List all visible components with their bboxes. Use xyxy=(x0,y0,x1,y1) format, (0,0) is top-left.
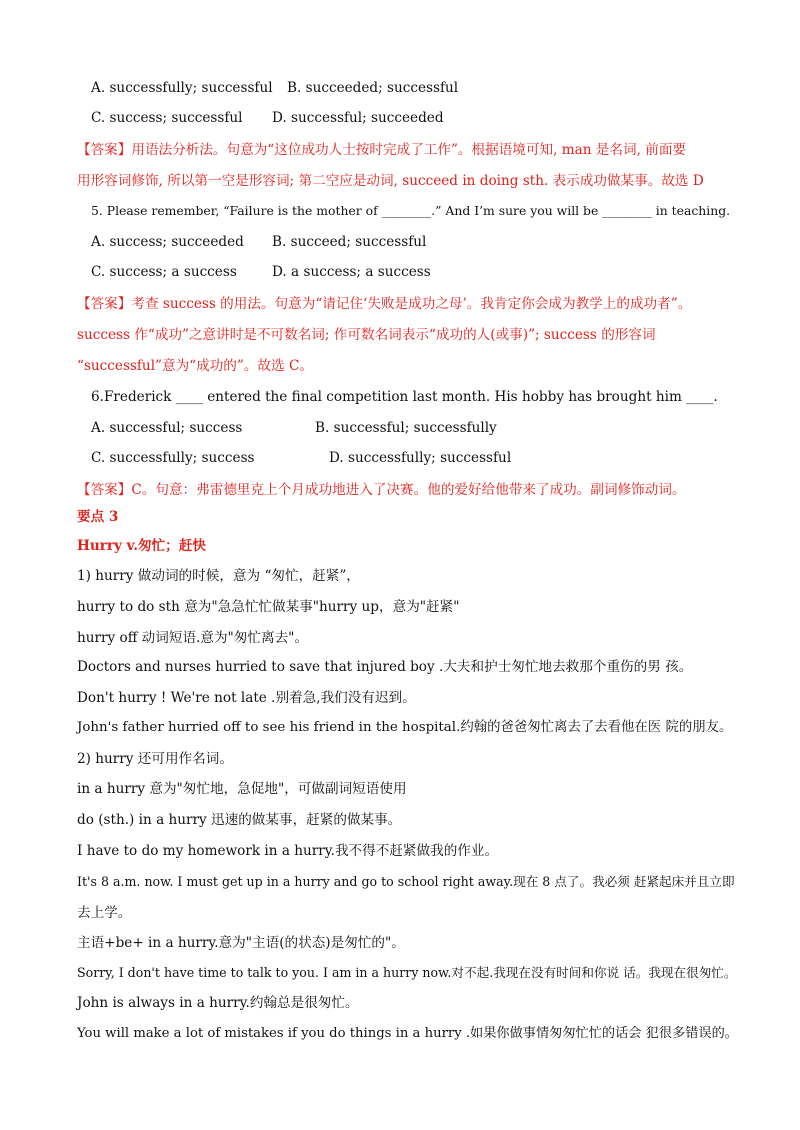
note-line: hurry off 动词短语.意为"匆忙离去"。 xyxy=(77,630,309,646)
q4-option-b: B. succeeded; successful xyxy=(287,80,459,96)
note-line: do (sth.) in a hurry 迅速的做某事，赶紧的做某事。 xyxy=(77,812,402,828)
note-line: 1) hurry 做动词的时候，意为 “匆忙，赶紧”， xyxy=(77,568,360,584)
note-line: Doctors and nurses hurried to save that injured boy .大夫和护士匆忙地去救那个重伤的男 孩。 xyxy=(77,659,693,675)
note-line: You will make a lot of mistakes if you do things in a hurry .如果你做事情匆匆忙忙的话会 犯很多错误的。 xyxy=(77,1026,738,1041)
note-line: in a hurry 意为"匆忙地，急促地"，可做副词短语使用 xyxy=(77,781,407,797)
note-line: Sorry, I don't have time to talk to you. I am in a hurry now.对不起.我现在没有时间和你说 话。我现在很匆忙。 xyxy=(77,965,737,980)
q5-question: 5. Please remember, “Failure is the mother of ________.” And I’m sure you will be ________ in teaching. xyxy=(91,203,731,218)
q6-option-c: C. successfully; success xyxy=(91,450,255,466)
q6-question: 6.Frederick ____ entered the final competition last month. His hobby has brought him ____. xyxy=(91,389,718,405)
q4-option-c: C. success; successful xyxy=(91,110,243,126)
note-line: John is always in a hurry.约翰总是很匆忙。 xyxy=(77,995,359,1011)
note-line: It's 8 a.m. now. I must get up in a hurry and go to school right away.现在 8 点了。我必须 赶紧起床并且立即 xyxy=(77,874,735,889)
q4-option-a: A. successfully; successful xyxy=(91,80,273,96)
q4-option-d: D. successful; succeeded xyxy=(272,110,444,126)
section-subheading: Hurry v.匆忙；赶快 xyxy=(77,538,206,554)
section-heading: 要点 3 xyxy=(77,509,119,525)
q5-answer-line-3: “successful”意为“成功的”。故选 C。 xyxy=(77,358,313,374)
q5-option-d: D. a success; a success xyxy=(272,264,431,280)
note-line: hurry to do sth 意为"急急忙忙做某事"hurry up，意为"赶紧" xyxy=(77,599,460,615)
q5-option-b: B. succeed; successful xyxy=(272,234,427,250)
q4-answer-line-2: 用形容词修饰, 所以第一空是形容词; 第二空应是动词, succeed in doing sth. 表示成功做某事。故选 D xyxy=(77,173,704,189)
q5-answer-line-2: success 作“成功”之意讲时是不可数名词; 作可数名词表示“成功的人(或事)”; success 的形容词 xyxy=(77,327,656,343)
q6-answer: 【答案】C。句意：弗雷德里克上个月成功地进入了决赛。他的爱好给他带来了成功。副词修饰动词。 xyxy=(77,482,686,498)
note-line: 主语+be+ in a hurry.意为"主语(的状态)是匆忙的"。 xyxy=(77,935,405,951)
note-line: John's father hurried off to see his friend in the hospital.约翰的爸爸匆忙离去了去看他在医 院的朋友。 xyxy=(77,720,733,735)
q4-answer-line-1: 【答案】用语法分析法。句意为“这位成功人士按时完成了工作”。根据语境可知, man 是名词, 前面要 xyxy=(77,142,687,158)
q6-option-b: B. successful; successfully xyxy=(315,420,497,436)
q5-answer-line-1: 【答案】考查 success 的用法。句意为“请记住‘失败是成功之母’。我肯定你会成为教学上的成功者”。 xyxy=(77,296,692,312)
note-line: 去上学。 xyxy=(77,905,132,921)
q5-option-c: C. success; a success xyxy=(91,264,237,280)
note-line: Don't hurry ! We're not late .别着急,我们没有迟到。 xyxy=(77,690,416,706)
q6-option-a: A. successful; success xyxy=(91,420,243,436)
note-line: I have to do my homework in a hurry.我不得不赶紧做我的作业。 xyxy=(77,843,499,859)
note-line: 2) hurry 还可用作名词。 xyxy=(77,751,233,767)
q5-option-a: A. success; succeeded xyxy=(91,234,244,250)
q6-option-d: D. successfully; successful xyxy=(329,450,512,466)
